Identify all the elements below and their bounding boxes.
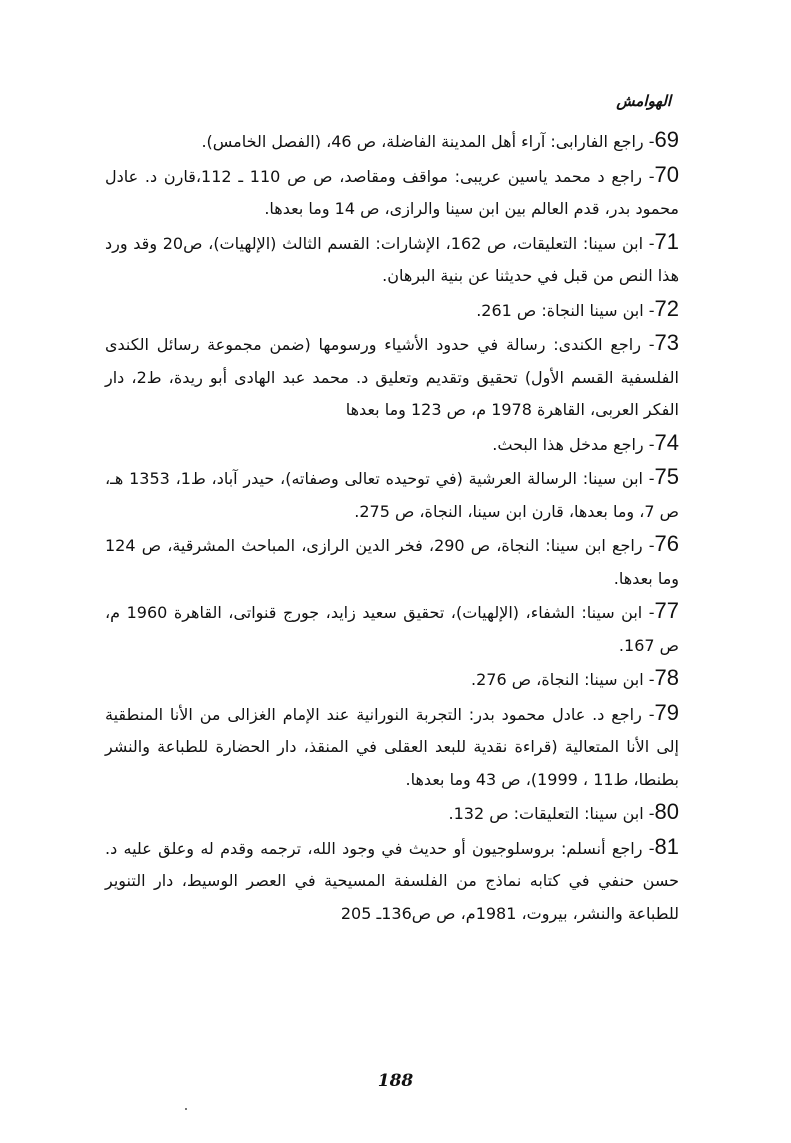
- footnote-text: - ابن سينا: التعليقات: ص 132.: [448, 804, 655, 823]
- footnote-76: [105, 528, 679, 595]
- page-number: 188: [377, 1071, 414, 1091]
- footnote-number: 71: [654, 228, 679, 254]
- footnote-79: [105, 697, 679, 797]
- print-speck: [185, 1108, 187, 1110]
- footnote-77: [105, 595, 679, 662]
- page-header-title: الهوامش: [616, 92, 671, 110]
- footnote-number: 80: [654, 799, 679, 824]
- footnote-number: 74: [654, 429, 679, 455]
- footnote-text: - راجع د محمد ياسين عريبى: مواقف ومقاصد، ص ص 110 ـ 112،قارن د. عادل محمود بدر، قدم العالم بين ابن سينا والرازى، ص 14 وما بعدها.: [105, 166, 679, 218]
- footnotes-list: [105, 124, 679, 930]
- footnote-text: - ابن سينا: الرسالة العرشية (في توحيده تعالى وصفاته)، حيدر آباد، ط1، 1353 هـ، ص 7، وما بعدها، قارن ابن سينا، النجاة، ص 275.: [105, 469, 679, 521]
- footnote-text: - ابن سينا النجاة: ص 261.: [476, 300, 655, 320]
- footnote-text: - راجع أنسلم: بروسلوجيون أو حديث في وجود الله، ترجمه وقدم له وعلق عليه د. حسن حنفي في كتابه نماذج من الفلسفة المسيحية في العصر الوسيط، دار التنوير للطباعة والنشر، بيروت، 1981م، ص ص136ـ 205: [105, 838, 679, 923]
- footnote-number: 73: [654, 330, 679, 355]
- footnote-80: [105, 796, 679, 831]
- footnote-74: [105, 427, 679, 462]
- footnote-number: 79: [654, 699, 679, 725]
- footnote-text: - راجع مدخل هذا البحث.: [492, 434, 655, 454]
- footnote-81: [105, 831, 679, 931]
- footnote-number: 69: [654, 127, 679, 152]
- footnote-71: [105, 226, 679, 293]
- footnote-75: [105, 461, 679, 528]
- footnote-number: 72: [654, 295, 679, 321]
- footnote-text: - راجع الكندى: رسالة في حدود الأشياء ورسومها (ضمن مجموعة رسائل الكندى الفلسفية القسم الأول) تحقيق وتقديم وتعليق د. محمد عبد الهادى أبو ريدة، ط2، دار الفكر العربى، القاهرة 1978 م، ص 123 وما بعدها: [105, 335, 680, 419]
- footnote-text: - راجع الفارابى: آراء أهل المدينة الفاضلة، ص 46، (الفصل الخامس).: [201, 132, 655, 151]
- footnote-text: - راجع د. عادل محمود بدر: التجربة النورانية عند الإمام الغزالى من الأنا المنطقية إلى الأنا المتعالية (قراءة نقدية للبعد العقلى في المنقذ، دار الحضارة للطباعة والنشر بطنطا، ط11 ، 1999)، ص 43 وما بعدها.: [105, 704, 679, 789]
- footnote-73: [105, 327, 679, 427]
- footnote-72: [105, 293, 679, 328]
- footnote-number: 75: [654, 464, 680, 489]
- footnote-text: - راجع ابن سينا: النجاة، ص 290، فخر الدين الرازى، المباحث المشرقية، ص 124 وما بعدها.: [105, 536, 679, 588]
- footnote-number: 78: [654, 665, 679, 690]
- footnote-text: - ابن سينا: النجاة، ص 276.: [471, 670, 655, 689]
- footnote-number: 70: [654, 161, 680, 187]
- footnote-text: - ابن سينا: الشفاء، (الإلهيات)، تحقيق سعيد زايد، جورج قنواتى، القاهرة 1960 م، ص 167.: [105, 603, 679, 655]
- footnote-70: [105, 159, 679, 226]
- footnote-78: [105, 662, 679, 697]
- footnote-number: 76: [654, 531, 680, 556]
- footnote-text: - ابن سينا: التعليقات، ص 162، الإشارات: القسم الثالث (الإلهيات)، ص20 وقد ورد هذا النص من قبل في حديثنا عن بنية البرهان.: [105, 233, 679, 285]
- footnote-number: 77: [654, 598, 680, 623]
- footnote-69: [105, 124, 679, 159]
- footnote-number: 81: [654, 833, 679, 859]
